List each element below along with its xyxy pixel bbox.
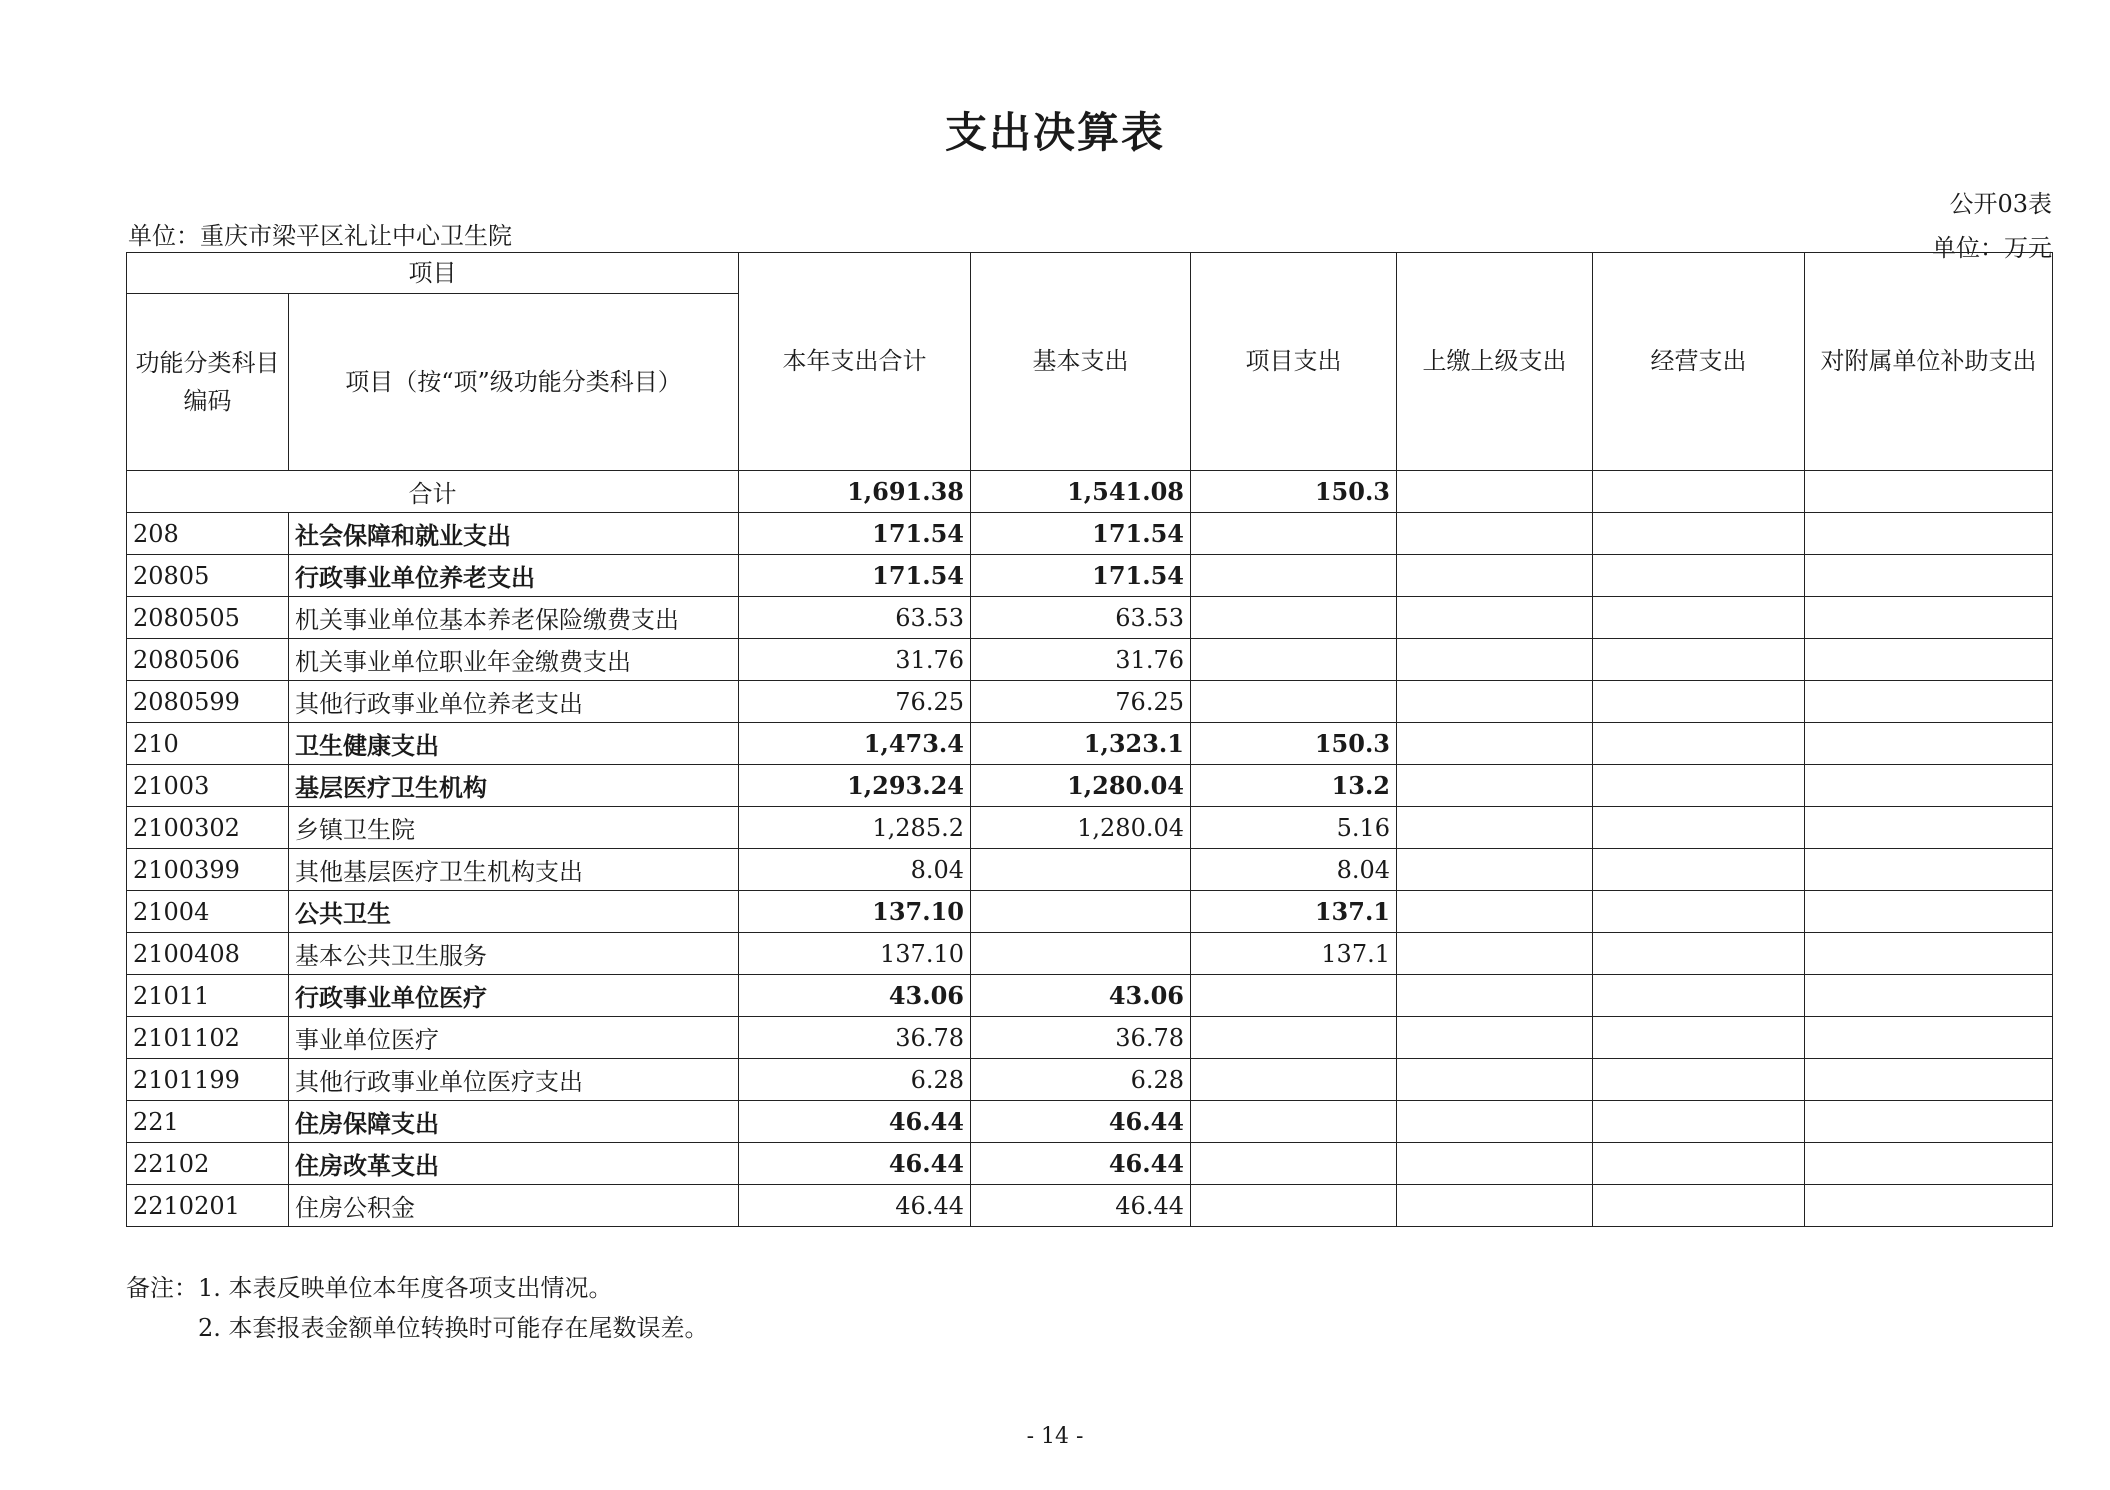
row-name: 乡镇卫生院 bbox=[289, 807, 739, 849]
row-total: 46.44 bbox=[739, 1101, 971, 1143]
row-basic: 63.53 bbox=[971, 597, 1191, 639]
row-name: 基本公共卫生服务 bbox=[289, 933, 739, 975]
row-project bbox=[1191, 681, 1397, 723]
row-basic: 1,323.1 bbox=[971, 723, 1191, 765]
row-total: 1,285.2 bbox=[739, 807, 971, 849]
row-code: 2080506 bbox=[127, 639, 289, 681]
row-upper bbox=[1397, 681, 1593, 723]
row-business bbox=[1593, 1143, 1805, 1185]
row-subsidy bbox=[1805, 891, 2053, 933]
row-basic: 171.54 bbox=[971, 513, 1191, 555]
row-basic: 46.44 bbox=[971, 1143, 1191, 1185]
row-subsidy bbox=[1805, 1017, 2053, 1059]
header-project: 项目 bbox=[127, 253, 739, 294]
row-upper bbox=[1397, 513, 1593, 555]
row-project bbox=[1191, 1017, 1397, 1059]
row-name: 机关事业单位职业年金缴费支出 bbox=[289, 639, 739, 681]
row-total: 137.10 bbox=[739, 933, 971, 975]
note-1: 备注：1. 本表反映单位本年度各项支出情况。 bbox=[126, 1274, 613, 1302]
unit-name: 单位：重庆市梁平区礼让中心卫生院 bbox=[128, 222, 512, 250]
row-upper bbox=[1397, 555, 1593, 597]
row-code: 21004 bbox=[127, 891, 289, 933]
total-basic: 1,541.08 bbox=[971, 471, 1191, 513]
note-2: 2. 本套报表金额单位转换时可能存在尾数误差。 bbox=[198, 1314, 709, 1342]
row-code: 2080505 bbox=[127, 597, 289, 639]
row-total: 8.04 bbox=[739, 849, 971, 891]
row-upper bbox=[1397, 849, 1593, 891]
header-upper: 上缴上级支出 bbox=[1397, 253, 1593, 471]
row-total: 171.54 bbox=[739, 555, 971, 597]
row-code: 21011 bbox=[127, 975, 289, 1017]
row-subsidy bbox=[1805, 807, 2053, 849]
page-number: - 14 - bbox=[1026, 1424, 1084, 1449]
row-subsidy bbox=[1805, 765, 2053, 807]
row-basic bbox=[971, 849, 1191, 891]
notes bbox=[126, 1268, 709, 1348]
table-row bbox=[127, 639, 2053, 681]
table-row bbox=[127, 891, 2053, 933]
row-business bbox=[1593, 1101, 1805, 1143]
row-code: 21003 bbox=[127, 765, 289, 807]
row-total: 63.53 bbox=[739, 597, 971, 639]
row-subsidy bbox=[1805, 723, 2053, 765]
table-row bbox=[127, 1143, 2053, 1185]
table-row bbox=[127, 807, 2053, 849]
table-row bbox=[127, 723, 2053, 765]
row-upper bbox=[1397, 1143, 1593, 1185]
row-basic: 46.44 bbox=[971, 1185, 1191, 1227]
row-subsidy bbox=[1805, 933, 2053, 975]
row-upper bbox=[1397, 723, 1593, 765]
row-code: 22102 bbox=[127, 1143, 289, 1185]
row-project: 137.1 bbox=[1191, 891, 1397, 933]
row-project bbox=[1191, 555, 1397, 597]
row-code: 208 bbox=[127, 513, 289, 555]
table-row bbox=[127, 1059, 2053, 1101]
row-business bbox=[1593, 1017, 1805, 1059]
row-subsidy bbox=[1805, 1059, 2053, 1101]
row-upper bbox=[1397, 639, 1593, 681]
row-name: 行政事业单位养老支出 bbox=[289, 555, 739, 597]
row-total: 43.06 bbox=[739, 975, 971, 1017]
row-total: 1,293.24 bbox=[739, 765, 971, 807]
row-basic: 6.28 bbox=[971, 1059, 1191, 1101]
row-subsidy bbox=[1805, 1101, 2053, 1143]
table-row bbox=[127, 555, 2053, 597]
row-business bbox=[1593, 597, 1805, 639]
row-subsidy bbox=[1805, 681, 2053, 723]
row-code: 2100399 bbox=[127, 849, 289, 891]
row-project: 137.1 bbox=[1191, 933, 1397, 975]
row-name: 其他行政事业单位医疗支出 bbox=[289, 1059, 739, 1101]
row-upper bbox=[1397, 1185, 1593, 1227]
row-total: 171.54 bbox=[739, 513, 971, 555]
table-row bbox=[127, 849, 2053, 891]
currency-unit: 单位：万元 bbox=[1932, 234, 2052, 262]
table-row bbox=[127, 513, 2053, 555]
row-basic bbox=[971, 891, 1191, 933]
row-code: 210 bbox=[127, 723, 289, 765]
row-name: 行政事业单位医疗 bbox=[289, 975, 739, 1017]
row-business bbox=[1593, 849, 1805, 891]
row-total: 46.44 bbox=[739, 1185, 971, 1227]
row-project bbox=[1191, 597, 1397, 639]
row-basic: 43.06 bbox=[971, 975, 1191, 1017]
row-name: 基层医疗卫生机构 bbox=[289, 765, 739, 807]
row-upper bbox=[1397, 597, 1593, 639]
row-total: 6.28 bbox=[739, 1059, 971, 1101]
row-business bbox=[1593, 1185, 1805, 1227]
table-row bbox=[127, 597, 2053, 639]
row-subsidy bbox=[1805, 1185, 2053, 1227]
row-subsidy bbox=[1805, 849, 2053, 891]
row-total: 76.25 bbox=[739, 681, 971, 723]
row-name: 其他基层医疗卫生机构支出 bbox=[289, 849, 739, 891]
row-upper bbox=[1397, 891, 1593, 933]
row-project bbox=[1191, 1101, 1397, 1143]
table-row bbox=[127, 765, 2053, 807]
row-basic: 76.25 bbox=[971, 681, 1191, 723]
row-business bbox=[1593, 891, 1805, 933]
row-project: 5.16 bbox=[1191, 807, 1397, 849]
row-name: 住房改革支出 bbox=[289, 1143, 739, 1185]
row-upper bbox=[1397, 807, 1593, 849]
table-row bbox=[127, 1017, 2053, 1059]
total-upper bbox=[1397, 471, 1593, 513]
table-row bbox=[127, 681, 2053, 723]
table-number: 公开03表 bbox=[1949, 190, 2052, 218]
row-business bbox=[1593, 555, 1805, 597]
row-total: 31.76 bbox=[739, 639, 971, 681]
header-item: 项目（按“项”级功能分类科目） bbox=[289, 294, 739, 471]
row-total: 36.78 bbox=[739, 1017, 971, 1059]
row-name: 住房保障支出 bbox=[289, 1101, 739, 1143]
row-basic: 171.54 bbox=[971, 555, 1191, 597]
row-total: 1,473.4 bbox=[739, 723, 971, 765]
total-row bbox=[127, 471, 2053, 513]
row-business bbox=[1593, 513, 1805, 555]
row-basic: 46.44 bbox=[971, 1101, 1191, 1143]
row-upper bbox=[1397, 975, 1593, 1017]
total-subsidy bbox=[1805, 471, 2053, 513]
header-subsidy: 对附属单位补助支出 bbox=[1805, 253, 2053, 471]
row-basic: 1,280.04 bbox=[971, 765, 1191, 807]
row-basic: 1,280.04 bbox=[971, 807, 1191, 849]
row-name: 机关事业单位基本养老保险缴费支出 bbox=[289, 597, 739, 639]
row-project: 13.2 bbox=[1191, 765, 1397, 807]
header-project-expense: 项目支出 bbox=[1191, 253, 1397, 471]
row-code: 221 bbox=[127, 1101, 289, 1143]
row-name: 事业单位医疗 bbox=[289, 1017, 739, 1059]
row-upper bbox=[1397, 933, 1593, 975]
total-business bbox=[1593, 471, 1805, 513]
row-subsidy bbox=[1805, 975, 2053, 1017]
row-name: 公共卫生 bbox=[289, 891, 739, 933]
row-name: 住房公积金 bbox=[289, 1185, 739, 1227]
row-business bbox=[1593, 933, 1805, 975]
row-subsidy bbox=[1805, 597, 2053, 639]
row-business bbox=[1593, 681, 1805, 723]
row-business bbox=[1593, 975, 1805, 1017]
row-basic bbox=[971, 933, 1191, 975]
row-code: 2100408 bbox=[127, 933, 289, 975]
total-project: 150.3 bbox=[1191, 471, 1397, 513]
row-code: 2100302 bbox=[127, 807, 289, 849]
total-sum: 1,691.38 bbox=[739, 471, 971, 513]
header-business: 经营支出 bbox=[1593, 253, 1805, 471]
total-label: 合计 bbox=[127, 471, 739, 513]
row-project bbox=[1191, 1143, 1397, 1185]
expenditure-table bbox=[126, 252, 2053, 1227]
row-upper bbox=[1397, 1017, 1593, 1059]
row-subsidy bbox=[1805, 639, 2053, 681]
row-basic: 36.78 bbox=[971, 1017, 1191, 1059]
row-business bbox=[1593, 807, 1805, 849]
row-project: 150.3 bbox=[1191, 723, 1397, 765]
row-business bbox=[1593, 765, 1805, 807]
row-name: 卫生健康支出 bbox=[289, 723, 739, 765]
row-business bbox=[1593, 639, 1805, 681]
row-upper bbox=[1397, 1101, 1593, 1143]
row-total: 46.44 bbox=[739, 1143, 971, 1185]
row-total: 137.10 bbox=[739, 891, 971, 933]
row-subsidy bbox=[1805, 513, 2053, 555]
row-code: 2101102 bbox=[127, 1017, 289, 1059]
header-basic: 基本支出 bbox=[971, 253, 1191, 471]
row-code: 2210201 bbox=[127, 1185, 289, 1227]
header-total: 本年支出合计 bbox=[739, 253, 971, 471]
row-subsidy bbox=[1805, 1143, 2053, 1185]
row-code: 20805 bbox=[127, 555, 289, 597]
row-business bbox=[1593, 1059, 1805, 1101]
row-code: 2080599 bbox=[127, 681, 289, 723]
row-upper bbox=[1397, 1059, 1593, 1101]
table-row bbox=[127, 975, 2053, 1017]
row-project bbox=[1191, 1185, 1397, 1227]
page-title: 支出决算表 bbox=[944, 108, 1165, 157]
row-code: 2101199 bbox=[127, 1059, 289, 1101]
row-basic: 31.76 bbox=[971, 639, 1191, 681]
row-project: 8.04 bbox=[1191, 849, 1397, 891]
row-project bbox=[1191, 975, 1397, 1017]
row-project bbox=[1191, 639, 1397, 681]
row-name: 社会保障和就业支出 bbox=[289, 513, 739, 555]
row-subsidy bbox=[1805, 555, 2053, 597]
row-upper bbox=[1397, 765, 1593, 807]
row-business bbox=[1593, 723, 1805, 765]
table-row bbox=[127, 1101, 2053, 1143]
row-project bbox=[1191, 1059, 1397, 1101]
table-row bbox=[127, 1185, 2053, 1227]
row-project bbox=[1191, 513, 1397, 555]
table-row bbox=[127, 933, 2053, 975]
header-code: 功能分类科目编码 bbox=[127, 294, 289, 471]
row-name: 其他行政事业单位养老支出 bbox=[289, 681, 739, 723]
